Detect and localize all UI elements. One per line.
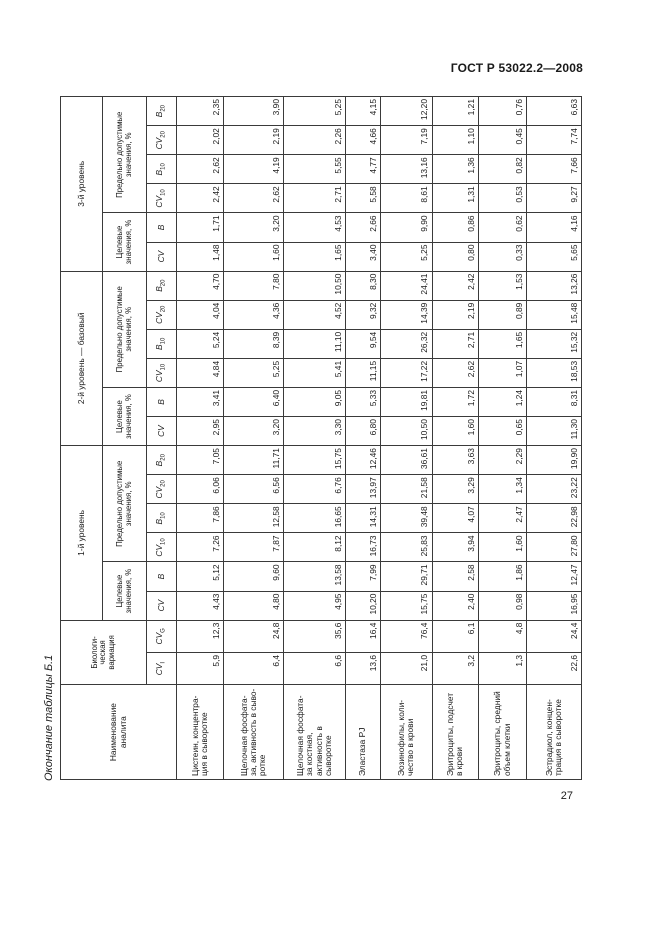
analyte-name: Эритроциты, подсчет в крови xyxy=(432,685,478,780)
table-cell: 4,04 xyxy=(177,300,224,329)
table-cell: 1,60 xyxy=(432,417,478,446)
header-l1-b: B xyxy=(147,562,177,591)
table-cell: 1,65 xyxy=(284,242,346,271)
header-level-2: 2-й уровень — базовый xyxy=(61,271,103,446)
table-row xyxy=(478,97,526,780)
header-l3-b: B xyxy=(147,213,177,242)
header-l3-allowable: Предельно допустимые значения, % xyxy=(103,97,147,213)
table-cell: 6,4 xyxy=(224,652,284,684)
table-cell: 3,20 xyxy=(224,417,284,446)
table-cell: 21,58 xyxy=(381,475,433,504)
table-cell: 25,83 xyxy=(381,533,433,562)
table-cell: 7,19 xyxy=(381,126,433,155)
table-cell: 4,19 xyxy=(224,155,284,184)
table-cell: 2,19 xyxy=(224,126,284,155)
table-cell: 5,24 xyxy=(177,329,224,358)
analyte-name: Эритроциты, средний объем клетки xyxy=(478,685,526,780)
header-l1-b20: $B_{20}$ xyxy=(147,446,177,475)
table-caption-text: Окончание таблицы Б.1 xyxy=(43,654,55,781)
table-cell: 1,60 xyxy=(224,242,284,271)
table-cell: 2,42 xyxy=(432,271,478,300)
analyte-name: Эозинофилы, коли-чество в крови xyxy=(381,685,433,780)
table-cell: 9,05 xyxy=(284,387,346,416)
table-cell: 2,19 xyxy=(432,300,478,329)
table-cell: 29,71 xyxy=(381,562,433,591)
table-cell: 2,47 xyxy=(478,504,526,533)
table-cell: 16,73 xyxy=(345,533,380,562)
table-cell: 4,66 xyxy=(345,126,380,155)
table-cell: 24,8 xyxy=(224,620,284,652)
table-cell: 0,45 xyxy=(478,126,526,155)
table-cell: 12,46 xyxy=(345,446,380,475)
table-cell: 16,65 xyxy=(284,504,346,533)
table-cell: 10,50 xyxy=(381,417,433,446)
table-cell: 1,53 xyxy=(478,271,526,300)
table-cell: 14,31 xyxy=(345,504,380,533)
table-cell: 5,58 xyxy=(345,184,380,213)
table-cell: 26,32 xyxy=(381,329,433,358)
table-cell: 17,22 xyxy=(381,358,433,387)
header-l1-cv10: $CV_{10}$ xyxy=(147,533,177,562)
table-cell: 7,74 xyxy=(527,126,582,155)
header-l3-cv20: $CV_{20}$ xyxy=(147,126,177,155)
table-cell: 1,48 xyxy=(177,242,224,271)
table-cell: 1,86 xyxy=(478,562,526,591)
table-cell: 5,55 xyxy=(284,155,346,184)
table-cell: 15,75 xyxy=(381,591,433,620)
table-cell: 2,35 xyxy=(177,97,224,126)
table-cell: 5,65 xyxy=(527,242,582,271)
table-cell: 22,98 xyxy=(527,504,582,533)
table-cell: 5,25 xyxy=(284,97,346,126)
table-cell: 24,4 xyxy=(527,620,582,652)
table-cell: 13,97 xyxy=(345,475,380,504)
table-cell: 11,71 xyxy=(224,446,284,475)
table-cell: 16,95 xyxy=(527,591,582,620)
table-cell: 6,80 xyxy=(345,417,380,446)
table-body xyxy=(177,97,582,780)
data-table xyxy=(60,96,582,780)
table-cell: 13,58 xyxy=(284,562,346,591)
table-cell: 3,94 xyxy=(432,533,478,562)
table-cell: 1,60 xyxy=(478,533,526,562)
table-cell: 2,62 xyxy=(432,358,478,387)
table-cell: 3,2 xyxy=(432,652,478,684)
header-l2-allowable: Предельно допустимые значения, % xyxy=(103,271,147,387)
table-cell: 5,33 xyxy=(345,387,380,416)
table-cell: 7,26 xyxy=(177,533,224,562)
header-l3-cv: CV xyxy=(147,242,177,271)
table-cell: 7,05 xyxy=(177,446,224,475)
table-cell: 3,90 xyxy=(224,97,284,126)
table-cell: 2,71 xyxy=(432,329,478,358)
table-cell: 7,87 xyxy=(224,533,284,562)
header-l1-b10: $B_{10}$ xyxy=(147,504,177,533)
table-cell: 3,40 xyxy=(345,242,380,271)
header-l2-b10: $B_{10}$ xyxy=(147,329,177,358)
table-cell: 1,71 xyxy=(177,213,224,242)
table-cell: 36,61 xyxy=(381,446,433,475)
table-cell: 10,50 xyxy=(284,271,346,300)
header-l3-cv10: $CV_{10}$ xyxy=(147,184,177,213)
header-l1-cv20: $CV_{20}$ xyxy=(147,475,177,504)
table-cell: 4,80 xyxy=(224,591,284,620)
table-cell: 8,30 xyxy=(345,271,380,300)
table-cell: 22,6 xyxy=(527,652,582,684)
table-cell: 6,76 xyxy=(284,475,346,504)
analyte-name: Эластаза PJ xyxy=(345,685,380,780)
table-cell: 4,77 xyxy=(345,155,380,184)
table-cell: 5,9 xyxy=(177,652,224,684)
page-number: 27 xyxy=(560,790,573,802)
table-cell: 8,12 xyxy=(284,533,346,562)
header-l2-cv20: $CV_{20}$ xyxy=(147,300,177,329)
table-cell: 4,95 xyxy=(284,591,346,620)
table-cell: 1,3 xyxy=(478,652,526,684)
table-row xyxy=(381,97,433,780)
table-cell: 0,33 xyxy=(478,242,526,271)
header-l1-allowable: Предельно допустимые значения, % xyxy=(103,446,147,562)
table-cell: 15,75 xyxy=(284,446,346,475)
header-level-1: 1-й уровень xyxy=(61,446,103,621)
table-cell: 0,89 xyxy=(478,300,526,329)
table-cell: 0,80 xyxy=(432,242,478,271)
header-level-3: 3-й уровень xyxy=(61,97,103,272)
header-analyte: Наименование аналита xyxy=(61,685,177,780)
table-cell: 3,29 xyxy=(432,475,478,504)
table-cell: 11,10 xyxy=(284,329,346,358)
table-cell: 5,12 xyxy=(177,562,224,591)
table-cell: 0,86 xyxy=(432,213,478,242)
table-cell: 13,6 xyxy=(345,652,380,684)
table-cell: 1,07 xyxy=(478,358,526,387)
table-cell: 12,47 xyxy=(527,562,582,591)
table-cell: 3,63 xyxy=(432,446,478,475)
table-cell: 7,99 xyxy=(345,562,380,591)
table-cell: 2,62 xyxy=(224,184,284,213)
header-cv-i: $CV_I$ xyxy=(147,652,177,684)
table-cell: 1,65 xyxy=(478,329,526,358)
table-cell: 76,4 xyxy=(381,620,433,652)
table-cell: 3,20 xyxy=(224,213,284,242)
table-cell: 1,10 xyxy=(432,126,478,155)
standard-designation: ГОСТ Р 53022.2—2008 xyxy=(450,61,583,75)
table-cell: 5,25 xyxy=(381,242,433,271)
table-cell: 2,29 xyxy=(478,446,526,475)
table-cell: 9,27 xyxy=(527,184,582,213)
table-cell: 4,52 xyxy=(284,300,346,329)
header-l3-b10: $B_{10}$ xyxy=(147,155,177,184)
table-cell: 4,8 xyxy=(478,620,526,652)
table-cell: 19,81 xyxy=(381,387,433,416)
table-cell: 4,07 xyxy=(432,504,478,533)
table-cell: 7,66 xyxy=(527,155,582,184)
table-cell: 1,24 xyxy=(478,387,526,416)
table-cell: 2,66 xyxy=(345,213,380,242)
table-cell: 23,22 xyxy=(527,475,582,504)
table-cell: 2,62 xyxy=(177,155,224,184)
table-cell: 0,53 xyxy=(478,184,526,213)
table-cell: 0,82 xyxy=(478,155,526,184)
table-row xyxy=(284,97,346,780)
table-cell: 6,63 xyxy=(527,97,582,126)
table-cell: 9,60 xyxy=(224,562,284,591)
table-cell: 39,48 xyxy=(381,504,433,533)
table-cell: 12,58 xyxy=(224,504,284,533)
table-cell: 9,32 xyxy=(345,300,380,329)
table-cell: 4,84 xyxy=(177,358,224,387)
analyte-name: Цистеин, концентра-ция в сыворотке xyxy=(177,685,224,780)
header-bio-variation: Биологи- ческая вариация xyxy=(61,620,147,685)
header-l1-cv: CV xyxy=(147,591,177,620)
header-l3-target: Целевые значения, % xyxy=(103,213,147,271)
header-l3-b20: $B_{20}$ xyxy=(147,97,177,126)
table-cell: 5,41 xyxy=(284,358,346,387)
header-l1-target: Целевые значения, % xyxy=(103,562,147,620)
table-cell: 11,30 xyxy=(527,417,582,446)
table-row xyxy=(177,97,224,780)
table-cell: 8,61 xyxy=(381,184,433,213)
table-cell: 1,72 xyxy=(432,387,478,416)
table-cell: 9,90 xyxy=(381,213,433,242)
table-row xyxy=(224,97,284,780)
table-cell: 6,1 xyxy=(432,620,478,652)
table-cell: 27,80 xyxy=(527,533,582,562)
table-cell: 6,40 xyxy=(224,387,284,416)
table-cell: 13,16 xyxy=(381,155,433,184)
table-cell: 24,41 xyxy=(381,271,433,300)
analyte-name: Щелочная фосфата-за костная, активность в сыворотке xyxy=(284,685,346,780)
header-l2-cv: CV xyxy=(147,417,177,446)
table-cell: 2,42 xyxy=(177,184,224,213)
table-cell: 7,86 xyxy=(177,504,224,533)
table-cell: 0,65 xyxy=(478,417,526,446)
table-cell: 2,71 xyxy=(284,184,346,213)
header-l2-cv10: $CV_{10}$ xyxy=(147,358,177,387)
table-cell: 1,34 xyxy=(478,475,526,504)
table-cell: 19,90 xyxy=(527,446,582,475)
table-cell: 35,6 xyxy=(284,620,346,652)
table-cell: 6,6 xyxy=(284,652,346,684)
table-cell: 1,36 xyxy=(432,155,478,184)
data-table-rotated xyxy=(60,96,582,780)
table-cell: 8,31 xyxy=(527,387,582,416)
table-cell: 14,39 xyxy=(381,300,433,329)
table-cell: 1,31 xyxy=(432,184,478,213)
table-row xyxy=(527,97,582,780)
analyte-name: Щелочная фосфата-за, активность в сыво-ротке xyxy=(224,685,284,780)
table-cell: 15,32 xyxy=(527,329,582,358)
table-cell: 3,41 xyxy=(177,387,224,416)
table-cell: 1,21 xyxy=(432,97,478,126)
table-cell: 4,15 xyxy=(345,97,380,126)
table-row xyxy=(345,97,380,780)
table-cell: 12,20 xyxy=(381,97,433,126)
table-cell: 4,70 xyxy=(177,271,224,300)
table-cell: 12,3 xyxy=(177,620,224,652)
table-cell: 6,56 xyxy=(224,475,284,504)
table-cell: 7,80 xyxy=(224,271,284,300)
table-row xyxy=(432,97,478,780)
table-cell: 21,0 xyxy=(381,652,433,684)
analyte-name: Эстрадиол, концен-трация в сыворотке xyxy=(527,685,582,780)
header-l2-b20: $B_{20}$ xyxy=(147,271,177,300)
table-cell: 2,58 xyxy=(432,562,478,591)
table-cell: 15,48 xyxy=(527,300,582,329)
table-cell: 9,54 xyxy=(345,329,380,358)
table-cell: 10,20 xyxy=(345,591,380,620)
header-cv-g: $CV_G$ xyxy=(147,620,177,652)
header-l2-target: Целевые значения, % xyxy=(103,387,147,445)
table-cell: 16,4 xyxy=(345,620,380,652)
table-cell: 2,95 xyxy=(177,417,224,446)
table-cell: 4,43 xyxy=(177,591,224,620)
table-cell: 2,26 xyxy=(284,126,346,155)
table-cell: 11,15 xyxy=(345,358,380,387)
table-cell: 0,76 xyxy=(478,97,526,126)
table-cell: 8,39 xyxy=(224,329,284,358)
table-cell: 3,30 xyxy=(284,417,346,446)
table-cell: 4,36 xyxy=(224,300,284,329)
table-cell: 2,02 xyxy=(177,126,224,155)
table-cell: 4,16 xyxy=(527,213,582,242)
table-cell: 0,62 xyxy=(478,213,526,242)
header-l2-b: B xyxy=(147,387,177,416)
table-cell: 6,06 xyxy=(177,475,224,504)
table-cell: 2,40 xyxy=(432,591,478,620)
table-cell: 4,53 xyxy=(284,213,346,242)
table-cell: 13,26 xyxy=(527,271,582,300)
table-cell: 18,53 xyxy=(527,358,582,387)
table-cell: 5,25 xyxy=(224,358,284,387)
table-cell: 0,98 xyxy=(478,591,526,620)
